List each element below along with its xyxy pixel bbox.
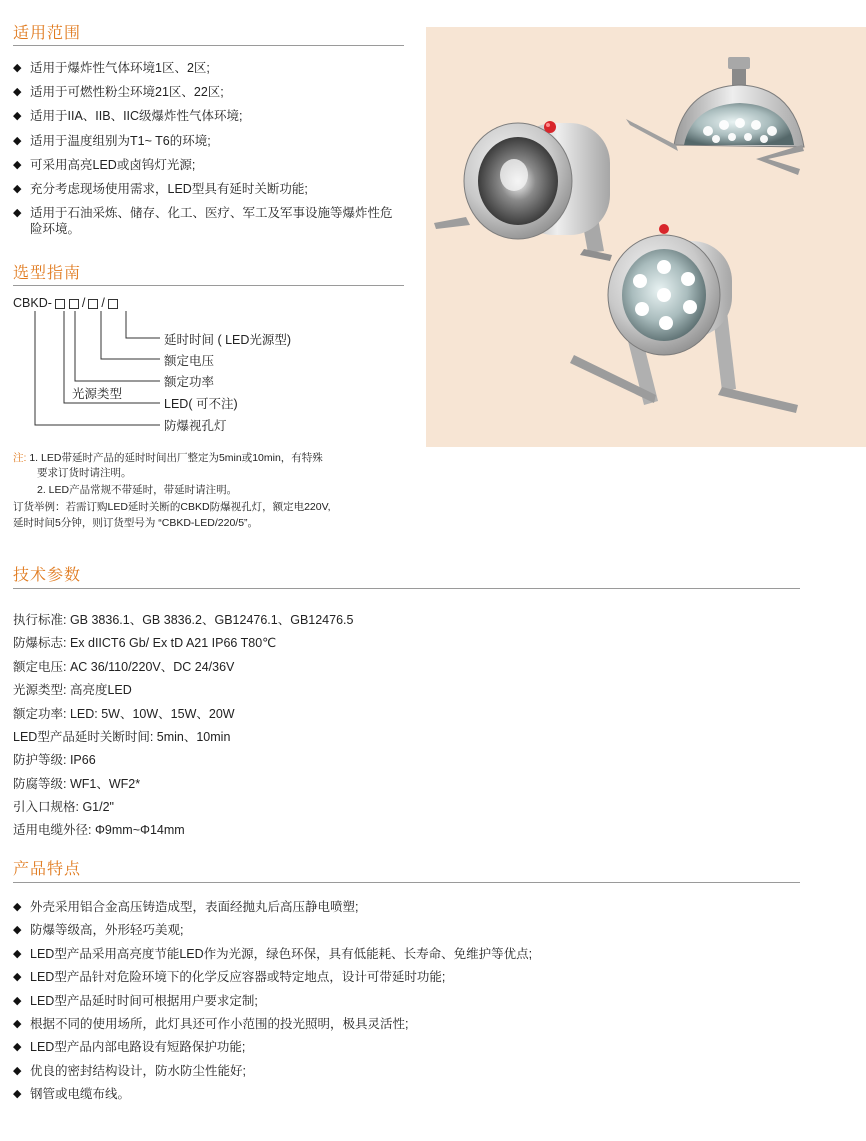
guide-label-name: 防爆视孔灯 <box>164 419 227 433</box>
guide-label-delay: 延时时间 ( LED光源型) <box>164 333 292 347</box>
param-row: 执行标准: GB 3836.1、GB 3836.2、GB12476.1、GB12476.5 <box>13 613 354 627</box>
guide-label-voltage: 额定电压 <box>164 354 215 368</box>
list-item: ◆ LED型产品内部电路设有短路保护功能; <box>13 1039 793 1055</box>
guide-label-light-type: 光源类型 <box>72 387 123 401</box>
param-row: 防腐等级: WF1、WF2* <box>13 777 141 791</box>
guide-connector-lines <box>0 0 420 440</box>
code-slash: / <box>81 296 86 310</box>
list-item: ◆ 适用于温度组别为T1~ T6的环境; <box>13 133 405 149</box>
section-title-scope: 适用范围 <box>13 25 82 42</box>
list-item: ◆ LED型产品针对危险环境下的化学反应容器或特定地点，设计可带延时功能; <box>13 969 793 985</box>
list-item: ◆ 充分考虑现场使用需求，LED型具有延时关断功能; <box>13 181 405 197</box>
lamp-led-halfround-photo <box>626 57 804 175</box>
section-title-params: 技术参数 <box>13 567 82 584</box>
list-item: ◆ LED型产品采用高亮度节能LED作为光源，绿色环保，具有低能耗、长寿命、免维护等优点; <box>13 946 793 962</box>
guide-label-power: 额定功率 <box>164 375 215 389</box>
list-item: ◆ 可采用高亮LED或卤钨灯光源; <box>13 157 405 173</box>
list-item: ◆ 外壳采用铝合金高压铸造成型，表面经抛丸后高压静电喷塑; <box>13 899 793 915</box>
order-example-line-2: 延时时间5分钟，则订货型号为 “CBKD-LED/220/5”。 <box>13 517 259 529</box>
param-row: 额定电压: AC 36/110/220V、DC 24/36V <box>13 660 235 674</box>
list-item: ◆ 钢管或电缆布线。 <box>13 1086 793 1102</box>
section-title-guide: 选型指南 <box>13 265 82 282</box>
list-item: ◆ 优良的密封结构设计，防水防尘性能好; <box>13 1063 793 1079</box>
param-row: 额定功率: LED: 5W、10W、15W、20W <box>13 707 235 721</box>
product-photo-panel <box>426 27 866 447</box>
note-line-1 <box>13 451 323 466</box>
product-photos <box>426 27 866 447</box>
lamp-reflector-photo <box>434 121 612 261</box>
code-slash: / <box>101 296 105 310</box>
lamp-led-round-photo <box>570 224 798 413</box>
section-title-features: 产品特点 <box>13 861 82 878</box>
param-row: 光源类型: 高亮度LED <box>13 683 132 697</box>
features-list <box>13 899 793 1110</box>
model-code-prefix: CBKD- <box>13 296 52 310</box>
note-text: 1. LED带延时产品的延时时间出厂整定为5min或10min，有特殊 <box>29 452 323 464</box>
list-item: ◆ 适用于爆炸性气体环境1区、2区; <box>13 60 405 76</box>
note-line-3: 2. LED产品常规不带延时，带延时请注明。 <box>37 484 238 496</box>
order-example-line-1: 订货举例：若需订购LED延时关断的CBKD防爆视孔灯，额定电220V, <box>13 501 331 513</box>
section-divider <box>13 588 800 589</box>
guide-label-led: LED( 可不注) <box>164 397 238 411</box>
list-item: ◆ 适用于石油采炼、储存、化工、医疗、军工及军事设施等爆炸性危险环境。 <box>13 205 405 237</box>
param-row: 引入口规格: G1/2" <box>13 800 114 814</box>
section-divider <box>13 882 800 883</box>
param-row: 防爆标志: Ex dIICT6 Gb/ Ex tD A21 IP66 T80℃ <box>13 636 277 650</box>
param-row: 适用电缆外径: Φ9mm~Φ14mm <box>13 823 185 837</box>
param-row: LED型产品延时关断时间: 5min、10min <box>13 730 231 744</box>
list-item: ◆ 防爆等级高，外形轻巧美观; <box>13 922 793 938</box>
param-row: 防护等级: IP66 <box>13 753 96 767</box>
list-item: ◆ 适用于可燃性粉尘环境21区、22区; <box>13 84 405 100</box>
list-item: ◆ 根据不同的使用场所，此灯具还可作小范围的投光照明，极具灵活性; <box>13 1016 793 1032</box>
note-key: 注: <box>13 452 27 464</box>
list-item: ◆ 适用于IIA、IIB、IIC级爆炸性气体环境; <box>13 108 405 124</box>
note-line-2: 要求订货时请注明。 <box>37 467 132 479</box>
list-item: ◆ LED型产品延时时间可根据用户要求定制; <box>13 993 793 1009</box>
